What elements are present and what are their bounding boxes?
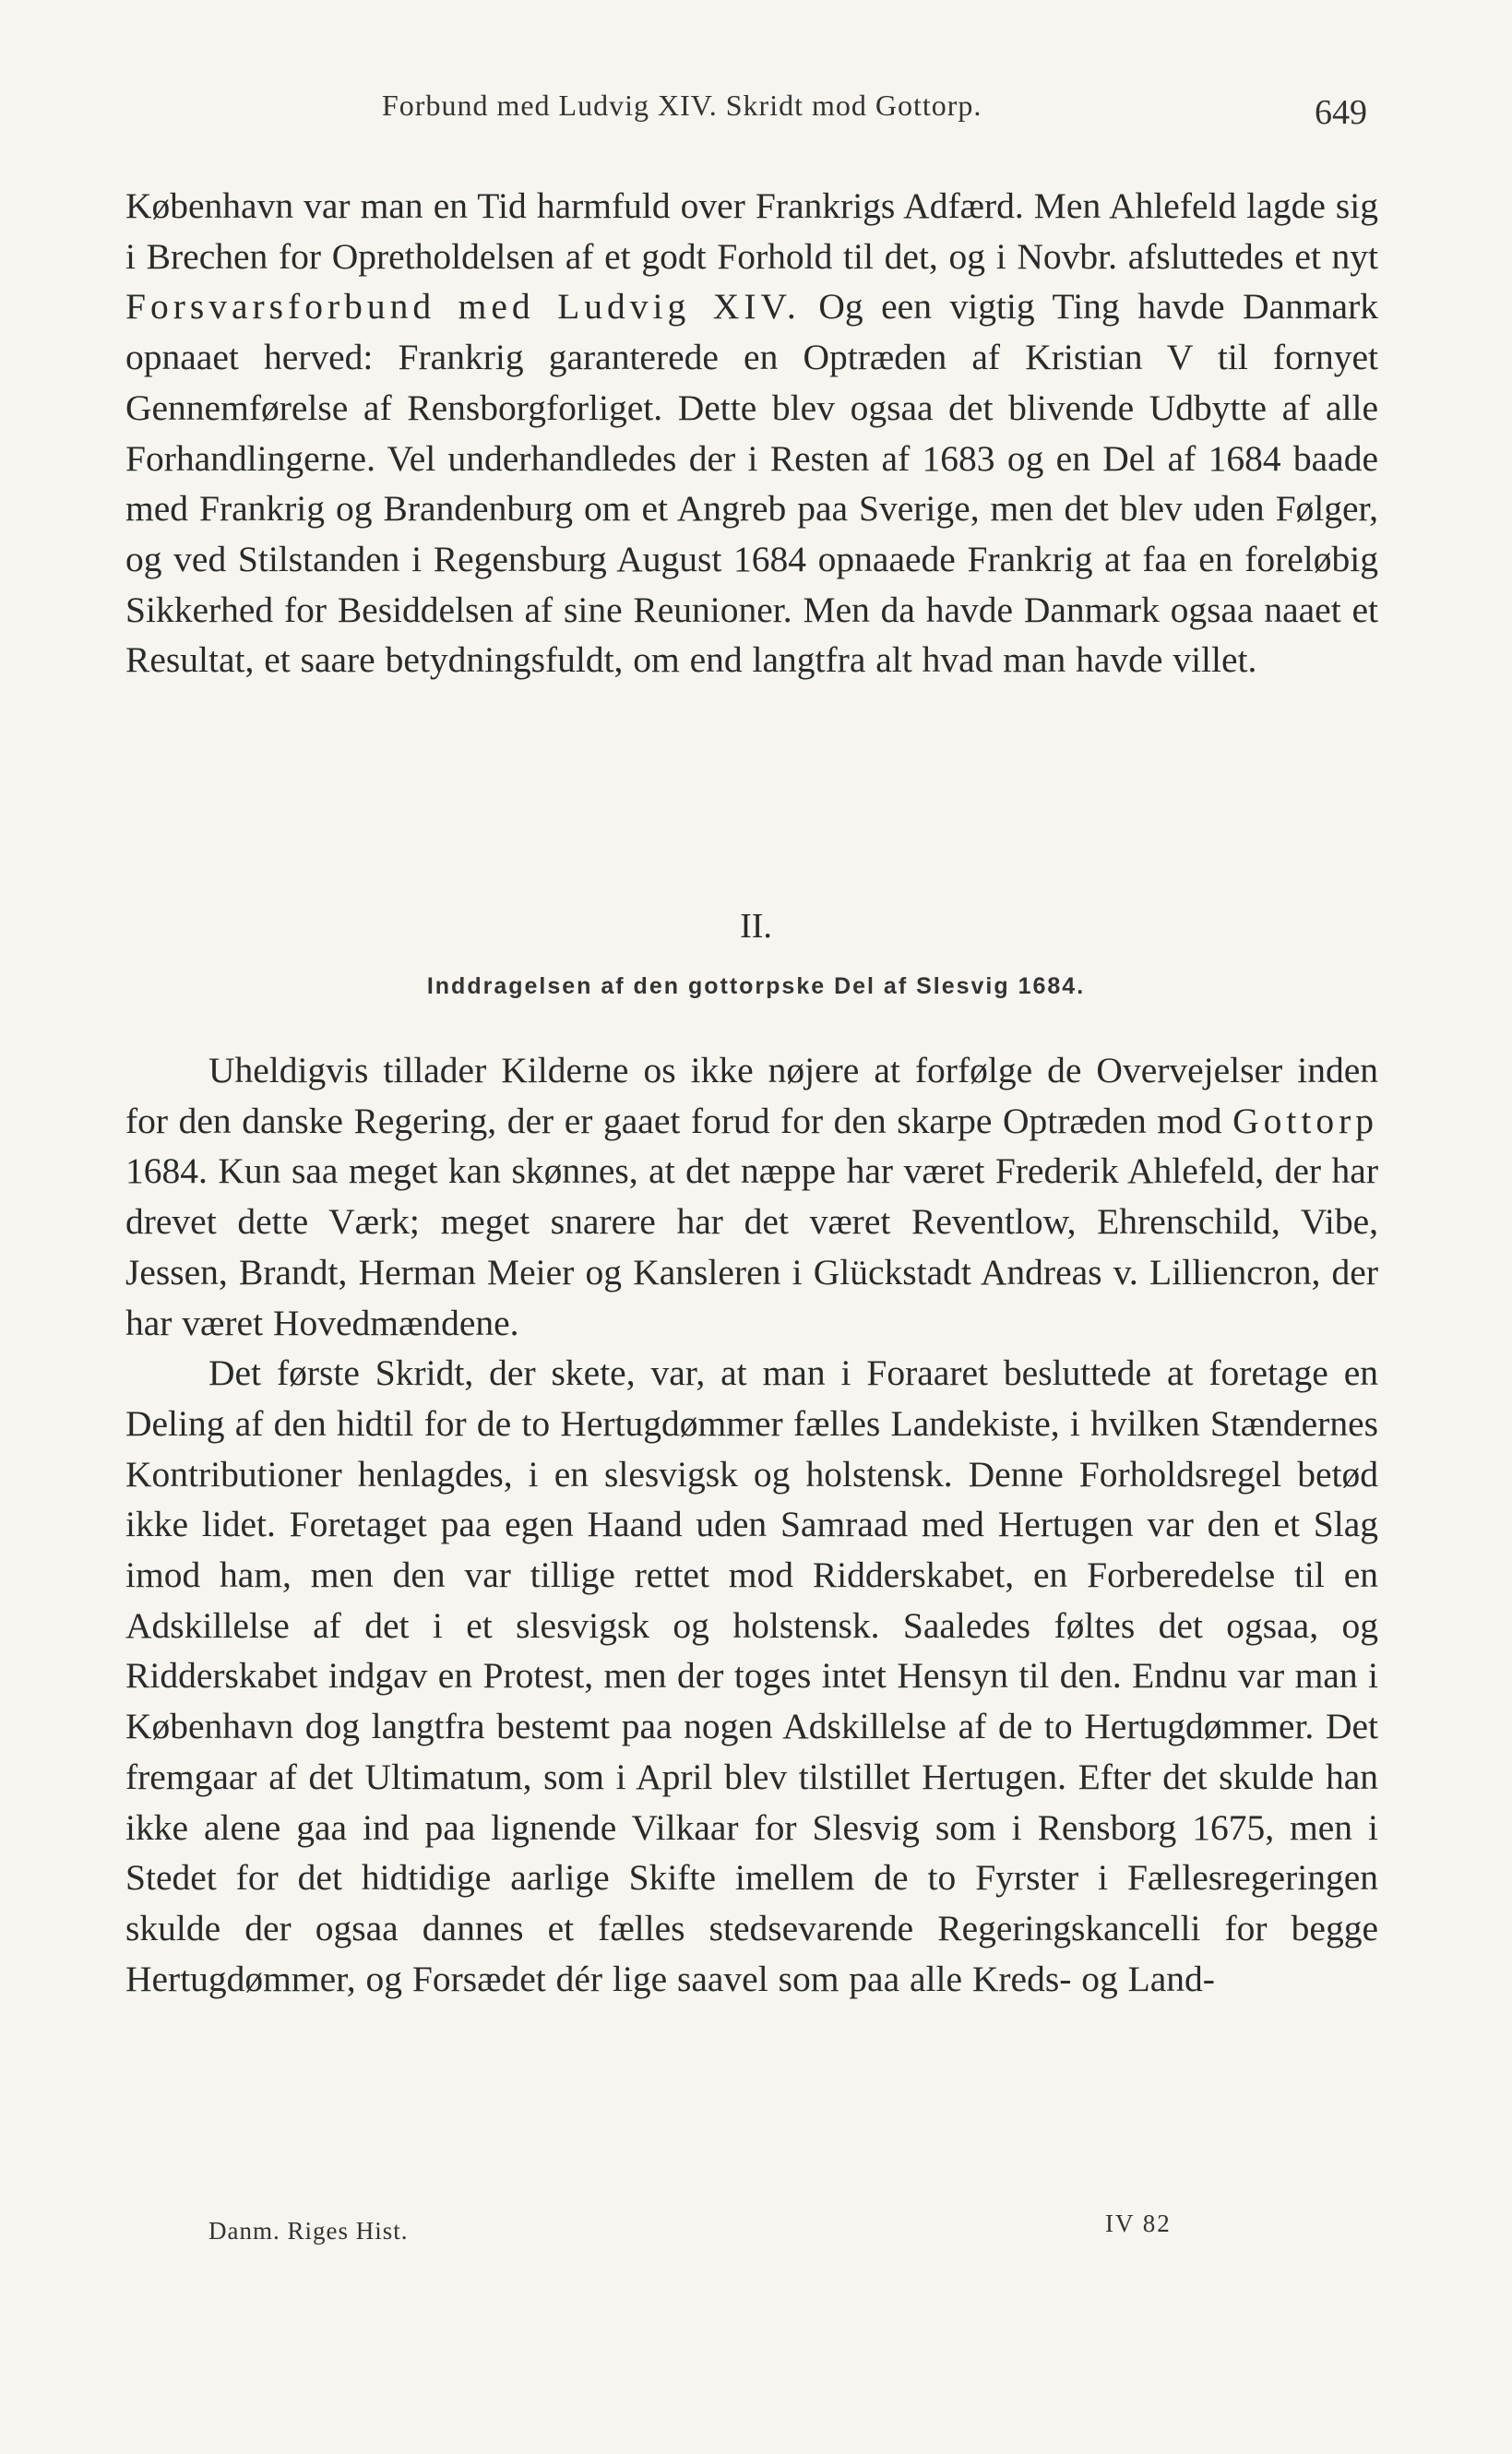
paragraph-2-spaced-text: Gottorp [1232, 1100, 1378, 1141]
paragraph-1 [125, 181, 1378, 685]
section-number: II. [740, 907, 772, 946]
paragraph-2 [125, 1045, 1378, 1348]
section-title: Inddragelsen af den gottorpske Del af Slesvig 1684. [426, 973, 1086, 999]
body-text-bottom [125, 1045, 1378, 2004]
page-number: 649 [1315, 93, 1367, 132]
footer-sheet-mark: IV 82 [1105, 2210, 1172, 2237]
paragraph-2-text-c: 1684. Kun saa meget kan skønnes, at det næppe har været Frederik Ahlefeld, der har drevet dette Værk; meget snarere har det været Reventlow, Ehrenschild, Vibe, Jessen, Brandt, Herman Meier og Kansleren i Glückstadt Andreas v. Lilliencron, der har været Hovedmændene. [125, 1150, 1378, 1343]
paragraph-1-text-a: København var man en Tid harmfuld over Frankrigs Adfærd. Men Ahlefeld lagde sig i Brechen for Opretholdelsen af et godt Forhold til det, og i Novbr. afsluttedes et nyt [125, 185, 1378, 277]
paragraph-3: Det første Skridt, der skete, var, at man i Foraaret besluttede at foretage en Deling af den hidtil for de to Hertugdømmer fælles Landekiste, i hvilken Stændernes Kontributioner henlagdes, i en slesvigsk og holstensk. Denne Forholdsregel betød ikke lidet. Foretaget paa egen Haand uden Samraad med Hertugen var den et Slag imod ham, men den var tillige rettet mod Ridderskabet, en Forberedelse til en Adskillelse af det i et slesvigsk og holstensk. Saaledes føltes det ogsaa, og Ridderskabet indgav en Protest, men der toges intet Hensyn til den. Endnu var man i København dog langtfra bestemt paa nogen Adskillelse af de to Hertugdømmer. Det fremgaar af det Ultimatum, som i April blev tilstillet Hertugen. Efter det skulde han ikke alene gaa ind paa lignende Vilkaar for Slesvig som i Rensborg 1675, men i Stedet for det hidtidige aarlige Skifte imellem de to Fyrster i Fællesregeringen skulde der ogsaa dannes et fælles stedsevarende Regeringskancelli for begge Hertugdømmer, og Forsædet dér lige saavel som paa alle Kreds- og Land- [125, 1352, 1378, 1999]
footer-signature: Danm. Riges Hist. [208, 2217, 409, 2245]
paragraph-1-text-c: Og een vigtig Ting havde Danmark opnaaet herved: Frankrig garanterede en Optræden af Kristian V til fornyet Gennemførelse af Rensborgforliget. Dette blev ogsaa det blivende Udbytte af alle Forhandlingerne. Vel underhandledes der i Resten af 1683 og en Del af 1684 baade med Frankrig og Brandenburg om et Angreb paa Sverige, men det blev uden Følger, og ved Stilstanden i Regensburg August 1684 opnaaede Frankrig at faa en foreløbig Sikkerhed for Besiddelsen af sine Reunioner. Men da havde Danmark ogsaa naaet et Resultat, et saare betydningsfuldt, om end langtfra alt hvad man havde villet. [125, 286, 1378, 681]
paragraph-2-text-a: Uheldigvis tillader Kilderne os ikke nøjere at forfølge de Overvejelser inden for den danske Regering, der er gaaet forud for den skarpe Optræden mod [125, 1050, 1378, 1141]
paragraph-1-spaced-text: Forsvarsforbund med Ludvig XIV. [125, 286, 801, 328]
body-text-top [125, 181, 1378, 685]
running-head: Forbund med Ludvig XIV. Skridt mod Gottorp. [382, 89, 982, 122]
